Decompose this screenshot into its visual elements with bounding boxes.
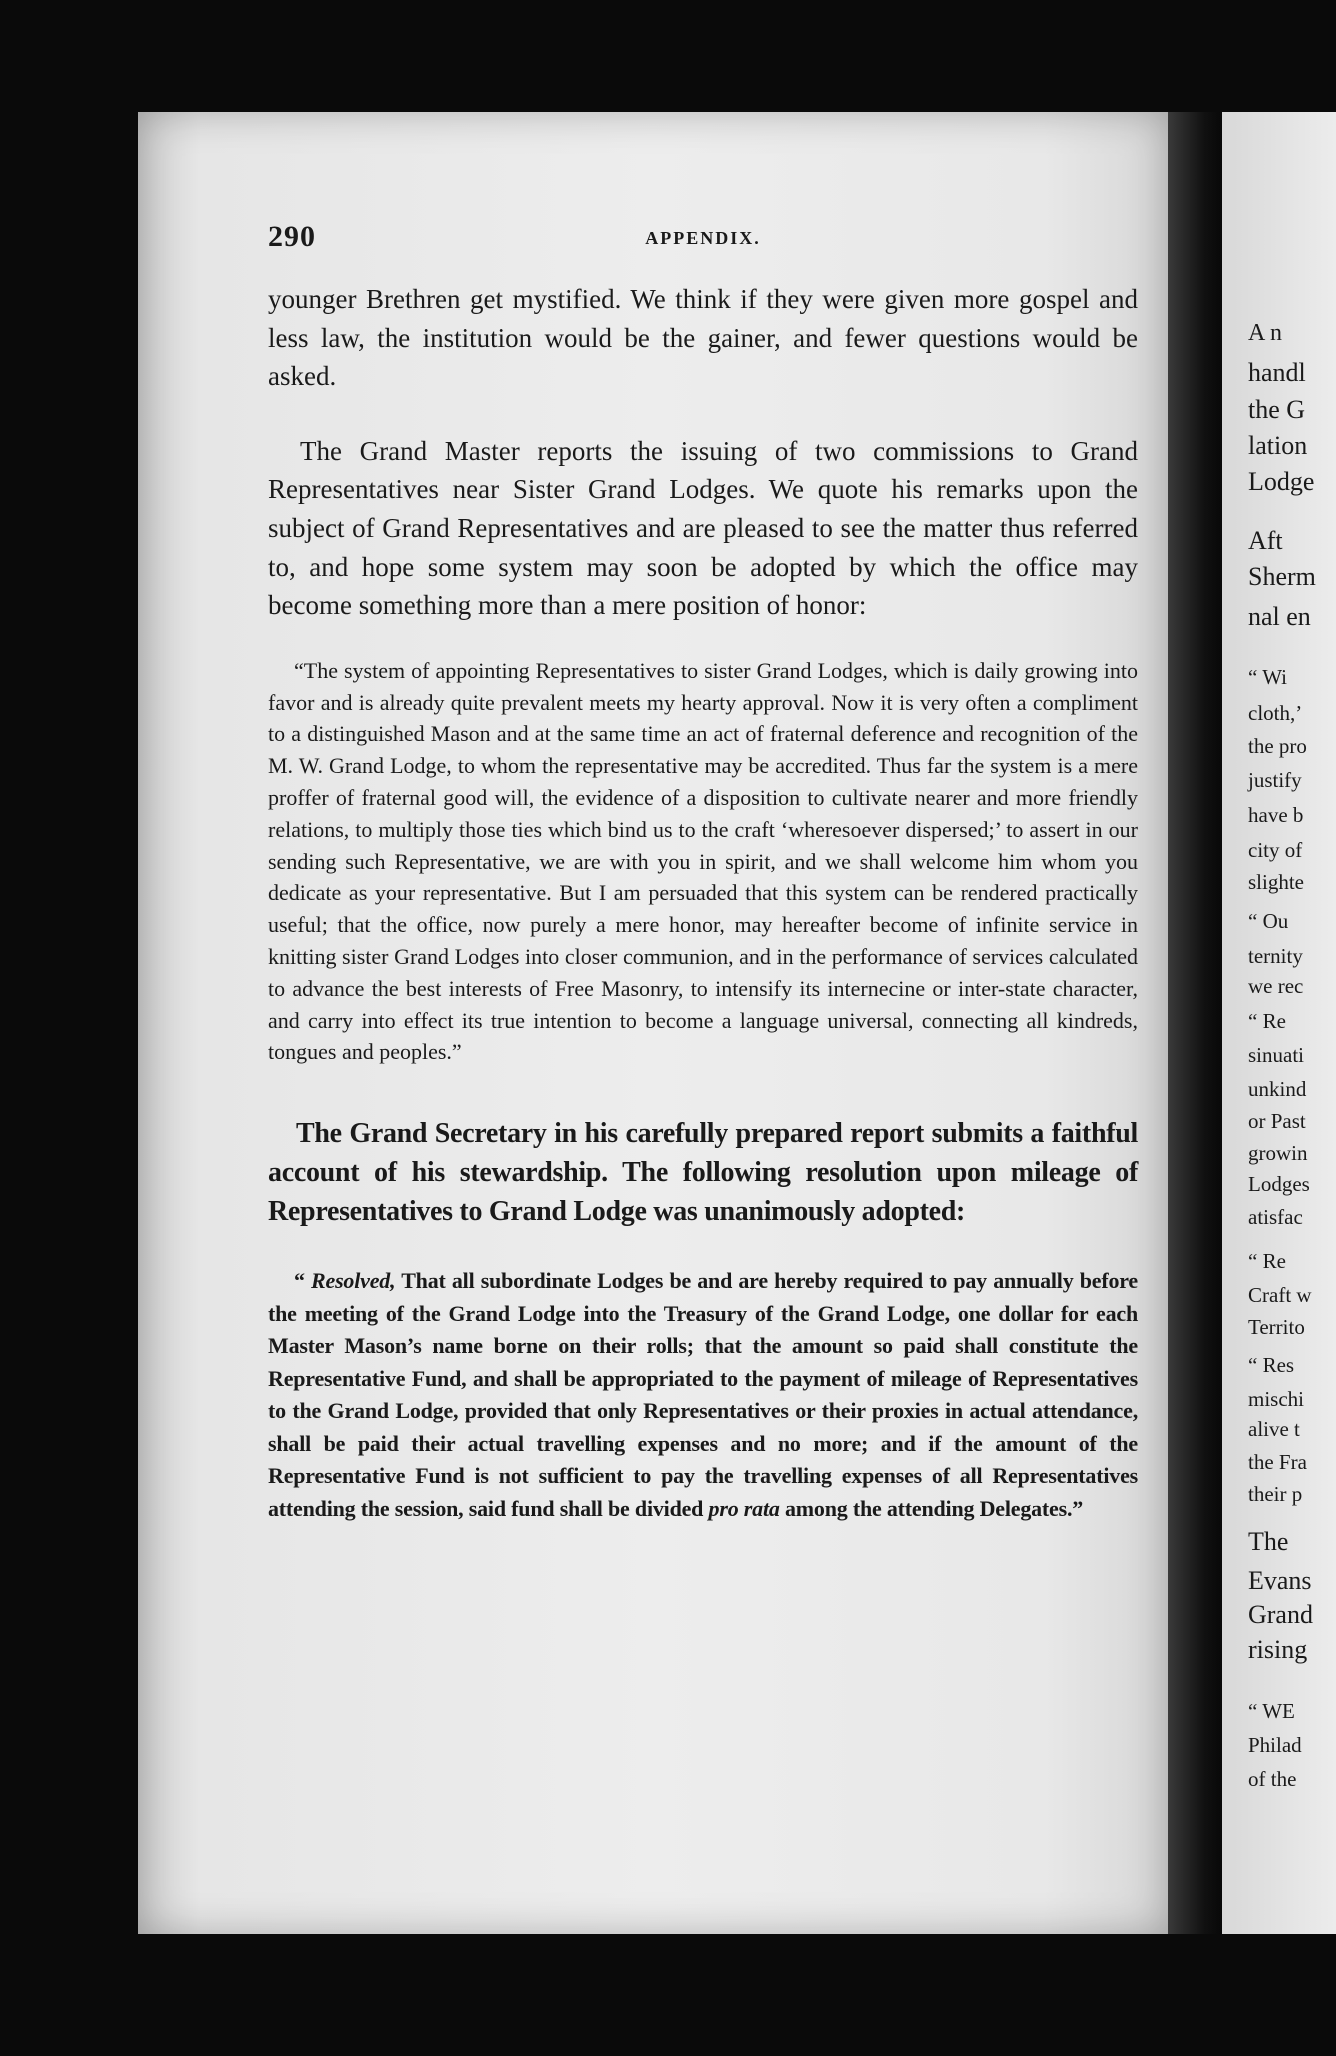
adjacent-page-line: unkind — [1248, 1077, 1307, 1101]
adjacent-page-line: “ Ou — [1248, 909, 1289, 933]
adjacent-page-line: Sherm — [1248, 562, 1316, 591]
adjacent-page-line: “ Wi — [1248, 665, 1288, 689]
adjacent-page-line: “ Re — [1248, 1249, 1286, 1273]
adjacent-page-line: the G — [1248, 395, 1306, 424]
adjacent-page-line: “ WE — [1248, 1699, 1295, 1723]
adjacent-page-line: ternity — [1248, 944, 1303, 968]
adjacent-page-line: cloth,’ — [1248, 701, 1303, 725]
adjacent-page-line: The — [1248, 1527, 1289, 1556]
adjacent-page-line: we rec — [1248, 974, 1304, 998]
adjacent-page-line: Evans — [1248, 1566, 1312, 1595]
adjacent-page-line: mischi — [1248, 1387, 1304, 1411]
quotation-grand-master: “The system of appointing Representatives to sister Grand Lodges, which is daily growing into favor and is already quite prevalent meets my hearty approval. Now it is very often a compliment to a distinguished Mason and at the same time an act of fraternal deference and recognition of the M. W. Grand Lodge, to whom the representative may be accredited. Thus far the system is a mere proffer of fraternal good will, the evidence of a disposition to cultivate nearer and more friendly relations, to multiply those ties which bind us to the craft ‘wheresoever dispersed;’ to assert in our sending such Representative, we are with you in spirit, and we shall welcome him whom you dedicate as your representative. But I am persuaded that this system can be rendered practically useful; that the office, now purely a mere honor, may hereafter become of infinite service in knitting sister Grand Lodges into closer communion, and in the performance of services calculated to advance the best interests of Free Masonry, to intensify its internecine or inter-state character, and carry into effect its true intention to become a language universal, connecting all kindreds, tongues and peoples.” — [268, 657, 1138, 1065]
adjacent-page-line: nal en — [1248, 602, 1311, 631]
page-text — [138, 112, 1168, 1934]
paragraph-intro: younger Brethren get mystified. We think if they were given more gospel and less law, the institution would be the gainer, and fewer questions would be asked. — [268, 284, 1138, 392]
adjacent-page-line: lation — [1248, 431, 1308, 460]
adjacent-page-line: growin — [1248, 1141, 1308, 1165]
adjacent-page-line: Grand — [1248, 1600, 1313, 1629]
adjacent-page-line: Craft w — [1248, 1283, 1312, 1307]
page-number: 290 — [268, 220, 316, 253]
adjacent-page-line: justify — [1248, 768, 1302, 792]
resolution-text-2: among the attending Delegates.” — [779, 1495, 1084, 1521]
resolution-open-quote: “ — [294, 1268, 312, 1294]
adjacent-page-line: Philad — [1248, 1733, 1302, 1757]
adjacent-page-line: alive t — [1248, 1417, 1300, 1441]
paragraph-grand-master: The Grand Master reports the issuing of two commissions to Grand Representatives near Sister Grand Lodges. We quote his remarks upon the subject of Grand Representatives and are pleased to see the matter thus referred to, and hope some system may soon be adopted by which the office may become something more than a mere position of honor: — [268, 435, 1138, 621]
adjacent-page-line: “ Res — [1248, 1353, 1295, 1377]
resolution-quote — [268, 1265, 1138, 1525]
adjacent-page-line: Lodges — [1248, 1172, 1310, 1196]
adjacent-page-line: the pro — [1248, 734, 1307, 758]
adjacent-page-line: “ Re — [1248, 1009, 1286, 1033]
page-gutter — [1168, 112, 1228, 1934]
running-head: APPENDIX. — [645, 228, 761, 248]
adjacent-page-line: slighte — [1248, 870, 1304, 894]
adjacent-page-line: Lodge — [1248, 467, 1315, 496]
adjacent-page-line: their p — [1248, 1482, 1303, 1506]
adjacent-page-line: of the — [1248, 1767, 1297, 1791]
paragraph-grand-secretary: The Grand Secretary in his carefully prepared report submits a faithful account of his stewardship. The following resolution upon mileage of Representatives to Grand Lodge was unanimously adopted: — [268, 1118, 1138, 1228]
adjacent-page-line: have b — [1248, 803, 1304, 827]
resolved-label: Resolved, — [311, 1268, 396, 1294]
pro-rata-italic: pro rata — [708, 1495, 780, 1521]
resolution-text-1: That all subordinate Lodges be and are hereby required to pay annually before the meeting of the Grand Lodge into the Treasury of the Grand Lodge, one dollar for each Master Mason’s name borne on their rolls; that the amount so paid shall constitute the Representative Fund, and shall be appropriated to the payment of mileage of Representatives to the Grand Lodge, provided that only Representatives or their proxies in actual attendance, shall be paid their actual travelling expenses and no more; and if the amount of the Representative Fund is not sufficient to pay the travelling expenses of all Representatives attending the session, said fund shall be divided — [268, 1268, 1139, 1521]
adjacent-page-line: city of — [1248, 838, 1303, 862]
adjacent-page-line: the Fra — [1248, 1450, 1307, 1474]
adjacent-page-line: handl — [1248, 358, 1306, 387]
adjacent-page-line: Aft — [1248, 526, 1283, 555]
adjacent-page-line: or Past — [1248, 1109, 1306, 1133]
adjacent-page-line: Territo — [1248, 1315, 1305, 1339]
page-header — [268, 220, 1138, 260]
adjacent-page-line: atisfac — [1248, 1205, 1303, 1229]
page-body — [268, 280, 1138, 1525]
adjacent-page-line: sinuati — [1248, 1043, 1304, 1067]
adjacent-page-line: rising — [1248, 1635, 1308, 1664]
adjacent-page-line: A n — [1248, 320, 1283, 346]
